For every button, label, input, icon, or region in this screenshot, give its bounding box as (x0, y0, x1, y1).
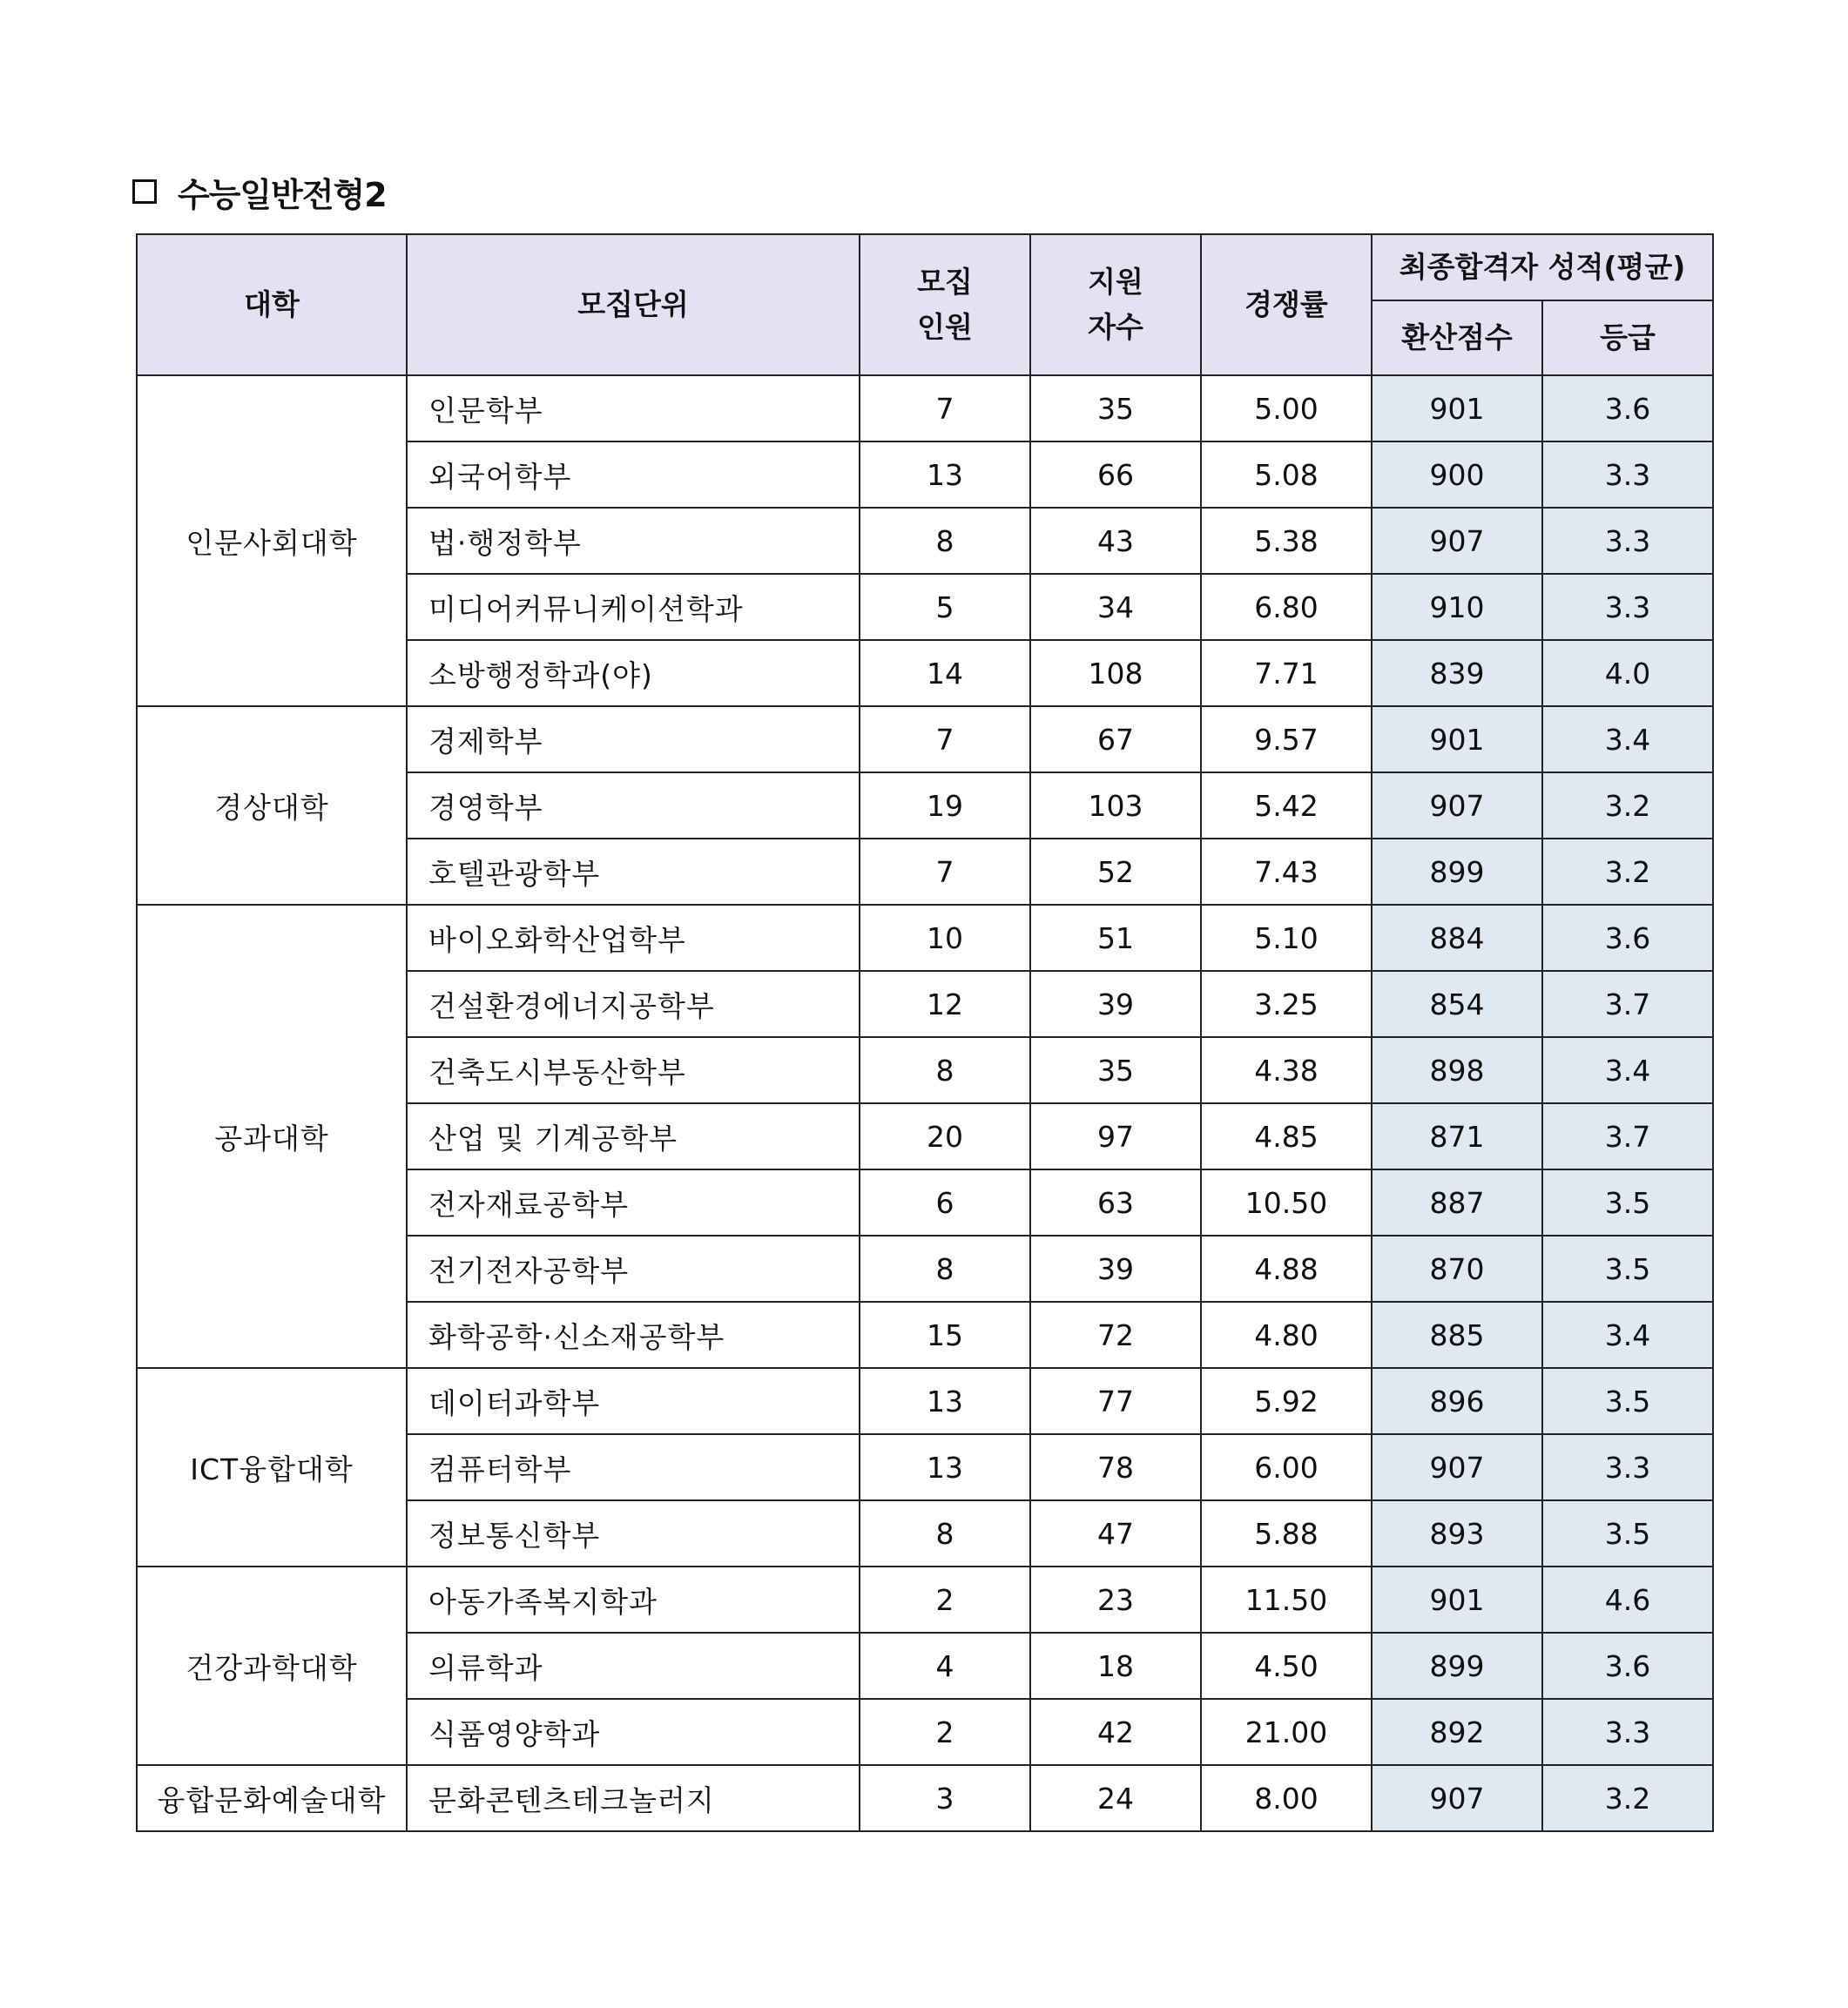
cell-grade: 3.4 (1542, 1302, 1713, 1368)
cell-quota: 12 (860, 971, 1030, 1037)
cell-ratio: 5.92 (1201, 1368, 1372, 1434)
cell-quota: 13 (860, 1368, 1030, 1434)
cell-ratio: 4.88 (1201, 1236, 1372, 1302)
cell-score: 907 (1372, 508, 1542, 574)
cell-grade: 3.3 (1542, 508, 1713, 574)
header-quota-line2: 인원 (917, 310, 973, 344)
page-title-text: 수능일반전형2 (178, 175, 387, 214)
header-quota (860, 234, 1030, 375)
cell-score: 907 (1372, 1765, 1542, 1831)
cell-grade: 3.7 (1542, 971, 1713, 1037)
cell-unit: 데이터과학부 (407, 1368, 860, 1434)
cell-score: 854 (1372, 971, 1542, 1037)
cell-quota: 8 (860, 1236, 1030, 1302)
cell-grade: 3.5 (1542, 1169, 1713, 1236)
cell-unit: 정보통신학부 (407, 1500, 860, 1567)
cell-quota: 3 (860, 1765, 1030, 1831)
cell-quota: 15 (860, 1302, 1030, 1368)
cell-grade: 3.3 (1542, 1699, 1713, 1765)
cell-applicants: 39 (1030, 971, 1201, 1037)
cell-unit: 문화콘텐츠테크놀러지 (407, 1765, 860, 1831)
cell-unit: 호텔관광학부 (407, 839, 860, 905)
cell-ratio: 4.50 (1201, 1633, 1372, 1699)
cell-score: 892 (1372, 1699, 1542, 1765)
cell-unit: 화학공학·신소재공학부 (407, 1302, 860, 1368)
cell-unit: 바이오화학산업학부 (407, 905, 860, 971)
checkbox-square-icon (132, 179, 157, 204)
cell-quota: 8 (860, 508, 1030, 574)
header-unit: 모집단위 (407, 234, 860, 375)
cell-score: 899 (1372, 839, 1542, 905)
cell-college: 인문사회대학 (137, 375, 407, 706)
header-quota-line1: 모집 (917, 265, 973, 299)
cell-score: 907 (1372, 772, 1542, 839)
cell-college: 공과대학 (137, 905, 407, 1368)
cell-grade: 3.6 (1542, 905, 1713, 971)
cell-unit: 경제학부 (407, 706, 860, 772)
cell-quota: 2 (860, 1699, 1030, 1765)
cell-unit: 소방행정학과(야) (407, 640, 860, 706)
cell-applicants: 35 (1030, 375, 1201, 441)
cell-applicants: 47 (1030, 1500, 1201, 1567)
header-score: 환산점수 (1372, 300, 1542, 375)
cell-score: 839 (1372, 640, 1542, 706)
cell-unit: 전기전자공학부 (407, 1236, 860, 1302)
cell-ratio: 6.00 (1201, 1434, 1372, 1500)
cell-score: 907 (1372, 1434, 1542, 1500)
cell-grade: 3.5 (1542, 1236, 1713, 1302)
cell-ratio: 5.42 (1201, 772, 1372, 839)
cell-applicants: 67 (1030, 706, 1201, 772)
page-title (132, 165, 387, 218)
cell-unit: 인문학부 (407, 375, 860, 441)
table-header (137, 234, 1713, 375)
cell-unit: 아동가족복지학과 (407, 1567, 860, 1633)
cell-applicants: 51 (1030, 905, 1201, 971)
cell-ratio: 5.00 (1201, 375, 1372, 441)
cell-applicants: 66 (1030, 441, 1201, 508)
cell-applicants: 35 (1030, 1037, 1201, 1103)
cell-score: 893 (1372, 1500, 1542, 1567)
cell-ratio: 10.50 (1201, 1169, 1372, 1236)
cell-quota: 7 (860, 375, 1030, 441)
cell-applicants: 72 (1030, 1302, 1201, 1368)
cell-quota: 2 (860, 1567, 1030, 1633)
cell-applicants: 24 (1030, 1765, 1201, 1831)
cell-applicants: 63 (1030, 1169, 1201, 1236)
cell-score: 870 (1372, 1236, 1542, 1302)
cell-applicants: 23 (1030, 1567, 1201, 1633)
cell-ratio: 3.25 (1201, 971, 1372, 1037)
header-final-group: 최종합격자 성적(평균) (1372, 234, 1713, 300)
cell-quota: 14 (860, 640, 1030, 706)
cell-applicants: 103 (1030, 772, 1201, 839)
cell-score: 910 (1372, 574, 1542, 640)
cell-ratio: 5.10 (1201, 905, 1372, 971)
cell-score: 899 (1372, 1633, 1542, 1699)
cell-applicants: 43 (1030, 508, 1201, 574)
cell-applicants: 42 (1030, 1699, 1201, 1765)
cell-unit: 산업 및 기계공학부 (407, 1103, 860, 1169)
cell-applicants: 39 (1030, 1236, 1201, 1302)
cell-quota: 5 (860, 574, 1030, 640)
cell-ratio: 6.80 (1201, 574, 1372, 640)
cell-score: 896 (1372, 1368, 1542, 1434)
cell-quota: 8 (860, 1037, 1030, 1103)
cell-grade: 3.6 (1542, 375, 1713, 441)
table-row (137, 1765, 1713, 1831)
cell-score: 885 (1372, 1302, 1542, 1368)
cell-unit: 경영학부 (407, 772, 860, 839)
cell-ratio: 9.57 (1201, 706, 1372, 772)
cell-quota: 19 (860, 772, 1030, 839)
cell-quota: 6 (860, 1169, 1030, 1236)
cell-applicants: 108 (1030, 640, 1201, 706)
cell-unit: 컴퓨터학부 (407, 1434, 860, 1500)
cell-grade: 3.2 (1542, 1765, 1713, 1831)
cell-ratio: 5.38 (1201, 508, 1372, 574)
cell-quota: 10 (860, 905, 1030, 971)
cell-quota: 20 (860, 1103, 1030, 1169)
cell-ratio: 7.71 (1201, 640, 1372, 706)
cell-college: 경상대학 (137, 706, 407, 905)
cell-score: 871 (1372, 1103, 1542, 1169)
cell-ratio: 8.00 (1201, 1765, 1372, 1831)
cell-college: 건강과학대학 (137, 1567, 407, 1765)
cell-grade: 3.2 (1542, 839, 1713, 905)
cell-quota: 7 (860, 706, 1030, 772)
cell-unit: 전자재료공학부 (407, 1169, 860, 1236)
cell-ratio: 21.00 (1201, 1699, 1372, 1765)
cell-grade: 3.4 (1542, 706, 1713, 772)
cell-quota: 13 (860, 1434, 1030, 1500)
cell-score: 884 (1372, 905, 1542, 971)
cell-applicants: 77 (1030, 1368, 1201, 1434)
cell-unit: 의류학과 (407, 1633, 860, 1699)
cell-grade: 3.7 (1542, 1103, 1713, 1169)
table-row (137, 1567, 1713, 1633)
cell-grade: 3.5 (1542, 1368, 1713, 1434)
header-applicants-line2: 자수 (1088, 310, 1143, 344)
cell-quota: 13 (860, 441, 1030, 508)
cell-unit: 건축도시부동산학부 (407, 1037, 860, 1103)
cell-quota: 4 (860, 1633, 1030, 1699)
table-row (137, 706, 1713, 772)
cell-score: 901 (1372, 375, 1542, 441)
cell-grade: 4.6 (1542, 1567, 1713, 1633)
header-applicants (1030, 234, 1201, 375)
cell-grade: 3.3 (1542, 441, 1713, 508)
cell-applicants: 34 (1030, 574, 1201, 640)
cell-quota: 7 (860, 839, 1030, 905)
cell-grade: 3.4 (1542, 1037, 1713, 1103)
cell-grade: 3.3 (1542, 1434, 1713, 1500)
header-ratio: 경쟁률 (1201, 234, 1372, 375)
cell-unit: 미디어커뮤니케이션학과 (407, 574, 860, 640)
cell-college: 융합문화예술대학 (137, 1765, 407, 1831)
cell-applicants: 18 (1030, 1633, 1201, 1699)
cell-applicants: 97 (1030, 1103, 1201, 1169)
cell-score: 898 (1372, 1037, 1542, 1103)
cell-grade: 3.6 (1542, 1633, 1713, 1699)
table-body (137, 375, 1713, 1831)
cell-applicants: 52 (1030, 839, 1201, 905)
cell-quota: 8 (860, 1500, 1030, 1567)
table-row (137, 905, 1713, 971)
cell-grade: 3.3 (1542, 574, 1713, 640)
cell-unit: 법·행정학부 (407, 508, 860, 574)
cell-unit: 외국어학부 (407, 441, 860, 508)
cell-grade: 3.5 (1542, 1500, 1713, 1567)
cell-score: 887 (1372, 1169, 1542, 1236)
header-grade: 등급 (1542, 300, 1713, 375)
table-row (137, 375, 1713, 441)
cell-unit: 식품영양학과 (407, 1699, 860, 1765)
cell-ratio: 11.50 (1201, 1567, 1372, 1633)
cell-grade: 4.0 (1542, 640, 1713, 706)
cell-ratio: 7.43 (1201, 839, 1372, 905)
cell-score: 900 (1372, 441, 1542, 508)
cell-score: 901 (1372, 1567, 1542, 1633)
table-row (137, 1368, 1713, 1434)
cell-ratio: 4.80 (1201, 1302, 1372, 1368)
cell-ratio: 4.85 (1201, 1103, 1372, 1169)
cell-score: 901 (1372, 706, 1542, 772)
cell-ratio: 4.38 (1201, 1037, 1372, 1103)
cell-college: ICT융합대학 (137, 1368, 407, 1567)
cell-unit: 건설환경에너지공학부 (407, 971, 860, 1037)
cell-grade: 3.2 (1542, 772, 1713, 839)
cell-applicants: 78 (1030, 1434, 1201, 1500)
header-college: 대학 (137, 234, 407, 375)
cell-ratio: 5.08 (1201, 441, 1372, 508)
admission-results-table (136, 233, 1714, 1832)
cell-ratio: 5.88 (1201, 1500, 1372, 1567)
header-applicants-line1: 지원 (1088, 265, 1143, 299)
